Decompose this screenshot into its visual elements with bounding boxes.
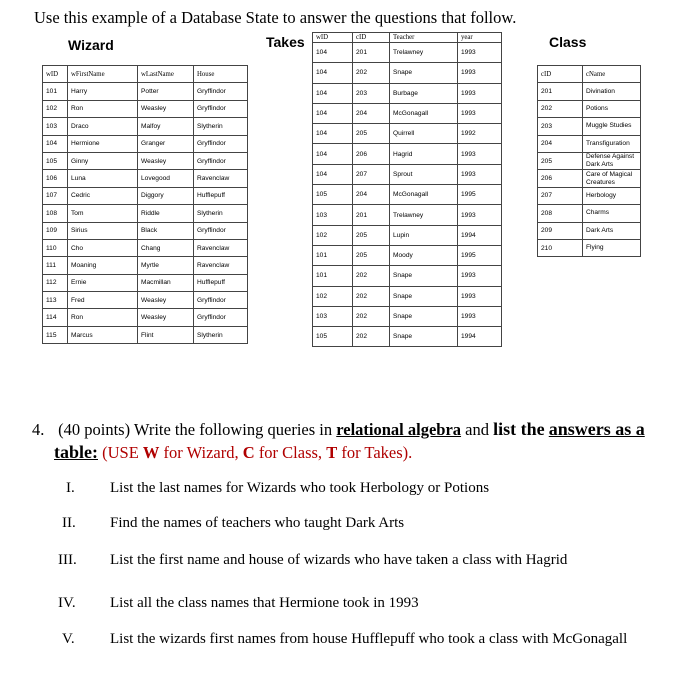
takes-cell: 101 [313,266,353,286]
roman-numeral: IV. [58,595,76,611]
wizard-cell: 105 [43,152,68,169]
wizard-row [43,118,248,135]
wizard-cell: Gryffindor [194,135,248,152]
class-cell: Transfiguration [583,135,641,152]
use-note [102,443,412,462]
wizard-table-title: Wizard [68,37,114,53]
wizard-cell: Slytherin [194,326,248,343]
wizard-cell: Weasley [138,100,194,117]
wizard-cell: Chang [138,239,194,256]
use-label: (USE [102,443,139,462]
class-table [537,65,641,257]
c-letter: C [242,443,255,462]
takes-cell: 205 [353,124,390,144]
takes-cell: 1993 [458,43,502,63]
takes-cell: 104 [313,103,353,123]
wizard-cell: Fred [68,292,138,309]
wizard-header-row [43,66,248,83]
takes-cell: 101 [313,245,353,265]
takes-cell: 104 [313,43,353,63]
wizard-cell: Weasley [138,292,194,309]
takes-row [313,205,502,225]
class-cell: 210 [538,239,583,256]
takes-cell: 1995 [458,245,502,265]
class-cell: 209 [538,222,583,239]
wizard-cell: 102 [43,100,68,117]
takes-row [313,103,502,123]
wizard-cell: Hermione [68,135,138,152]
class-cell: 205 [538,152,583,169]
class-cell: 202 [538,100,583,117]
class-cell: Flying [583,239,641,256]
subquestion-text: Find the names of teachers who taught Dark Arts [110,515,405,531]
class-cell: 208 [538,205,583,222]
takes-cell: 1993 [458,164,502,184]
class-cell: Dark Arts [583,222,641,239]
question-and: and [465,420,489,439]
takes-cell: Snape [390,266,458,286]
takes-cell: 201 [353,205,390,225]
takes-cell: Sprout [390,164,458,184]
takes-cell: 204 [353,185,390,205]
class-cell: 207 [538,187,583,204]
wizard-cell: Hufflepuff [194,187,248,204]
wizard-row [43,292,248,309]
class-cell: Herbology [583,187,641,204]
for-takes: for Takes). [341,443,413,462]
takes-cell: 1994 [458,327,502,347]
class-cell: Defense Against Dark Arts [583,152,641,169]
wizard-cell: Gryffindor [194,222,248,239]
wizard-cell: Flint [138,326,194,343]
wizard-cell: Weasley [138,309,194,326]
class-row [538,205,641,222]
takes-cell: 1995 [458,185,502,205]
wizard-cell: Macmillan [138,274,194,291]
roman-numeral: III. [58,552,77,568]
for-class: for Class, [258,443,323,462]
class-cell: Charms [583,205,641,222]
takes-row [313,286,502,306]
class-cell: 203 [538,118,583,135]
wizard-cell: Gryffindor [194,292,248,309]
class-row [538,118,641,135]
class-cell: 204 [538,135,583,152]
takes-cell: 1994 [458,225,502,245]
wizard-cell: Malfoy [138,118,194,135]
class-row [538,100,641,117]
takes-cell: 206 [353,144,390,164]
wizard-cell: Ravenclaw [194,239,248,256]
wizard-cell: Riddle [138,205,194,222]
class-cell: Muggle Studies [583,118,641,135]
wizard-cell: Black [138,222,194,239]
wizard-cell: Slytherin [194,205,248,222]
roman-numeral: II. [62,515,76,531]
wizard-row [43,100,248,117]
class-table-title: Class [549,34,587,50]
takes-cell: 103 [313,306,353,326]
wizard-row [43,239,248,256]
takes-cell: 207 [353,164,390,184]
takes-cell: 202 [353,266,390,286]
wizard-cell: Ravenclaw [194,170,248,187]
takes-cell: 1993 [458,103,502,123]
class-row [538,135,641,152]
takes-cell: Snape [390,327,458,347]
wizard-cell: Gryffindor [194,100,248,117]
takes-row [313,83,502,103]
wizard-header-cell: wFirstName [68,66,138,83]
takes-header-cell: cID [353,33,390,43]
takes-cell: 104 [313,164,353,184]
takes-row [313,63,502,83]
takes-cell: 105 [313,327,353,347]
takes-cell: McGonagall [390,185,458,205]
takes-cell: 202 [353,327,390,347]
wizard-row [43,205,248,222]
subquestion-text: List the first name and house of wizards who have taken a class with Hagrid [110,552,568,568]
takes-cell: Lupin [390,225,458,245]
takes-cell: 102 [313,225,353,245]
wizard-cell: Gryffindor [194,309,248,326]
takes-cell: 1993 [458,144,502,164]
wizard-cell: 113 [43,292,68,309]
takes-row [313,43,502,63]
takes-cell: 104 [313,63,353,83]
answers-as-a-term: answers as a [548,419,645,439]
takes-row [313,144,502,164]
takes-cell: 1993 [458,205,502,225]
wizard-cell: 110 [43,239,68,256]
wizard-cell: Tom [68,205,138,222]
w-letter: W [142,443,160,462]
wizard-row [43,170,248,187]
takes-cell: 104 [313,144,353,164]
wizard-cell: 101 [43,83,68,100]
wizard-cell: Ron [68,100,138,117]
wizard-cell: 114 [43,309,68,326]
takes-cell: McGonagall [390,103,458,123]
question-number: 4. [32,420,45,439]
takes-cell: 205 [353,245,390,265]
takes-header-row [313,33,502,43]
wizard-cell: Myrtle [138,257,194,274]
wizard-cell: Sirius [68,222,138,239]
wizard-cell: 103 [43,118,68,135]
takes-row [313,164,502,184]
wizard-row [43,222,248,239]
question-4 [32,418,672,464]
takes-cell: 1993 [458,286,502,306]
wizard-cell: Potter [138,83,194,100]
subquestion-text: List all the class names that Hermione took in 1993 [110,595,419,611]
table-term: table: [54,442,98,462]
wizard-cell: 115 [43,326,68,343]
takes-row [313,306,502,326]
wizard-cell: Marcus [68,326,138,343]
class-row [538,152,641,169]
wizard-header-cell: House [194,66,248,83]
for-wizard: for Wizard, [163,443,239,462]
wizard-cell: Gryffindor [194,83,248,100]
wizard-row [43,309,248,326]
class-header-row [538,66,641,83]
takes-cell: 104 [313,124,353,144]
class-row [538,239,641,256]
takes-cell: Trelawney [390,43,458,63]
wizard-cell: Hufflepuff [194,274,248,291]
takes-row [313,327,502,347]
takes-cell: 105 [313,185,353,205]
list-the-term: list the [493,419,545,439]
wizard-row [43,152,248,169]
takes-cell: 202 [353,63,390,83]
takes-row [313,245,502,265]
wizard-cell: Weasley [138,152,194,169]
takes-header-cell: Teacher [390,33,458,43]
takes-cell: 1993 [458,63,502,83]
takes-cell: Moody [390,245,458,265]
takes-cell: 102 [313,286,353,306]
relational-algebra-term: relational algebra [336,420,462,439]
class-header-cell: cID [538,66,583,83]
wizard-row [43,274,248,291]
wizard-cell: Ernie [68,274,138,291]
class-cell: Care of Magical Creatures [583,170,641,187]
wizard-cell: Luna [68,170,138,187]
takes-cell: 1992 [458,124,502,144]
takes-cell: 205 [353,225,390,245]
wizard-cell: Gryffindor [194,152,248,169]
wizard-cell: Cedric [68,187,138,204]
takes-table-title: Takes [266,34,305,50]
subquestion-text: List the wizards first names from house Hufflepuff who took a class with McGonagall [110,631,628,647]
wizard-cell: 112 [43,274,68,291]
wizard-table [42,65,248,344]
wizard-cell: 108 [43,205,68,222]
class-row [538,222,641,239]
takes-cell: Quirrell [390,124,458,144]
wizard-cell: 106 [43,170,68,187]
wizard-row [43,257,248,274]
takes-cell: 1993 [458,266,502,286]
class-cell: Potions [583,100,641,117]
takes-cell: Hagrid [390,144,458,164]
wizard-cell: Ron [68,309,138,326]
takes-cell: Trelawney [390,205,458,225]
wizard-row [43,135,248,152]
question-points: (40 points) Write the following queries in [58,420,333,439]
takes-row [313,225,502,245]
class-cell: 206 [538,170,583,187]
wizard-cell: Ravenclaw [194,257,248,274]
takes-cell: Burbage [390,83,458,103]
wizard-row [43,326,248,343]
wizard-row [43,83,248,100]
wizard-cell: 109 [43,222,68,239]
roman-numeral: V. [62,631,75,647]
roman-numeral: I. [66,480,75,496]
wizard-cell: Cho [68,239,138,256]
wizard-header-cell: wID [43,66,68,83]
wizard-cell: 111 [43,257,68,274]
wizard-cell: 107 [43,187,68,204]
t-letter: T [326,443,338,462]
takes-table [312,32,502,347]
takes-header-cell: wID [313,33,353,43]
takes-cell: Snape [390,63,458,83]
wizard-cell: Ginny [68,152,138,169]
class-cell: 201 [538,83,583,100]
wizard-cell: Slytherin [194,118,248,135]
class-cell: Divination [583,83,641,100]
takes-header-cell: year [458,33,502,43]
class-row [538,83,641,100]
intro-text: Use this example of a Database State to answer the questions that follow. [34,8,517,27]
subquestion-text: List the last names for Wizards who took Herbology or Potions [110,480,490,496]
wizard-cell: Harry [68,83,138,100]
wizard-row [43,187,248,204]
takes-row [313,266,502,286]
wizard-cell: 104 [43,135,68,152]
takes-cell: 202 [353,306,390,326]
class-row [538,170,641,187]
takes-cell: Snape [390,286,458,306]
takes-cell: 202 [353,286,390,306]
takes-cell: 204 [353,103,390,123]
wizard-cell: Lovegood [138,170,194,187]
wizard-cell: Moaning [68,257,138,274]
wizard-cell: Draco [68,118,138,135]
takes-cell: 1993 [458,83,502,103]
wizard-header-cell: wLastName [138,66,194,83]
wizard-cell: Granger [138,135,194,152]
class-header-cell: cName [583,66,641,83]
takes-cell: 1993 [458,306,502,326]
takes-cell: 203 [353,83,390,103]
takes-cell: Snape [390,306,458,326]
class-row [538,187,641,204]
takes-cell: 104 [313,83,353,103]
takes-row [313,185,502,205]
takes-cell: 103 [313,205,353,225]
wizard-cell: Diggory [138,187,194,204]
takes-row [313,124,502,144]
takes-cell: 201 [353,43,390,63]
